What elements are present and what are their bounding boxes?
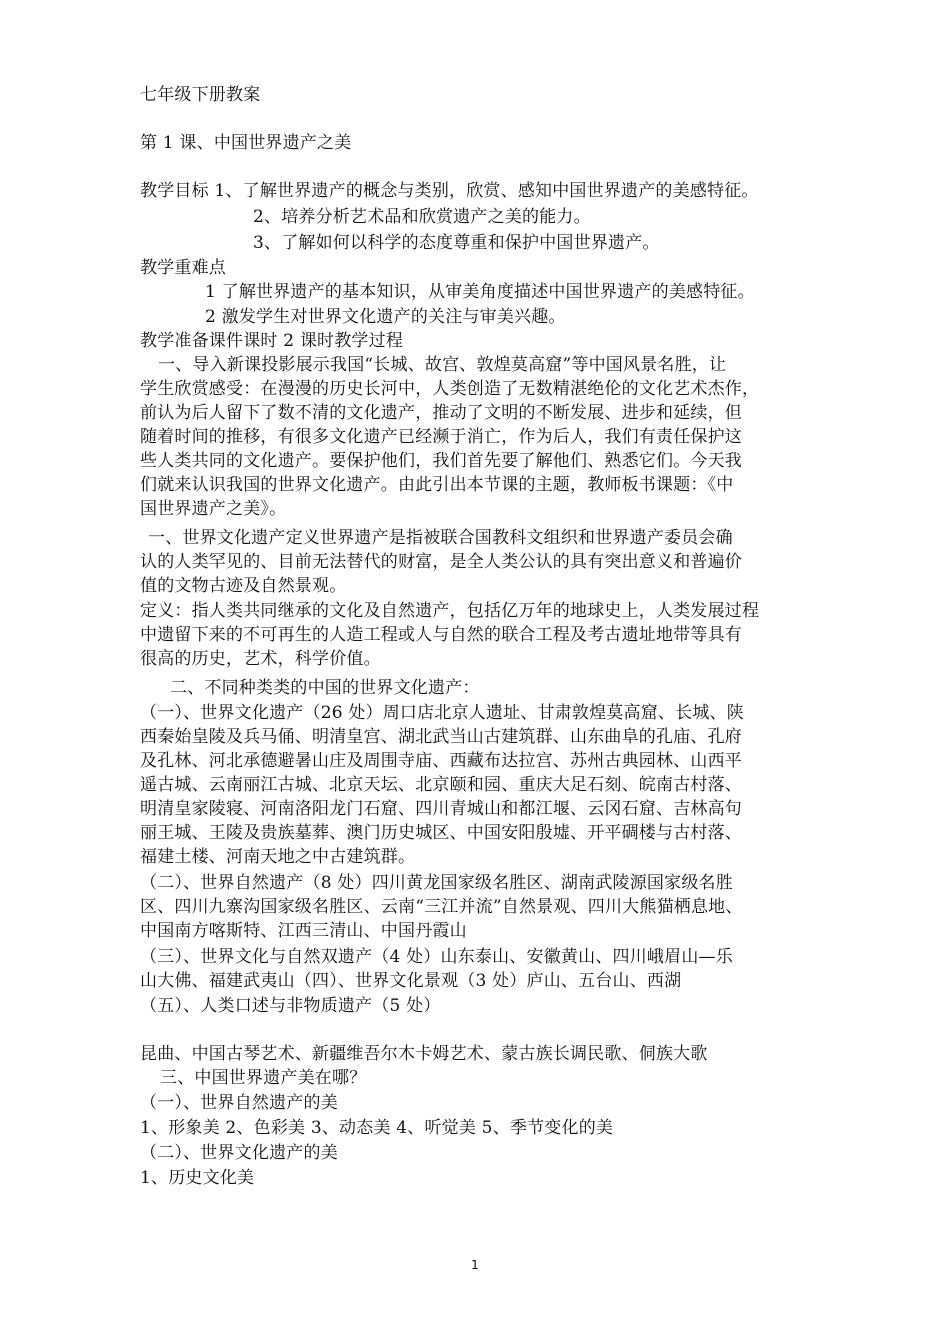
cultural-heritage-line: 福建土楼、河南天地之中古建筑群。 [140, 847, 416, 867]
cultural-heritage-line: （一）、世界文化遗产（26 处）周口店北京人遗址、甘肃敦煌莫高窟、长城、陕 [140, 703, 744, 723]
cultural-heritage-line: 丽王城、王陵及贵族墓葬、澳门历史城区、中国安阳殷墟、开平碉楼与古村落、 [140, 823, 742, 843]
natural-heritage-line: 区、四川九寨沟国家级名胜区、云南“三江并流”自然景观、四川大熊猫栖息地、 [140, 897, 743, 917]
cultural-beauty-heading: （二）、世界文化遗产的美 [140, 1143, 338, 1163]
intro-paragraph-line: 随着时间的推移，有很多文化遗产已经濒于消亡，作为后人，我们有责任保护这 [140, 427, 742, 447]
cultural-heritage-line: 遥古城、云南丽江古城、北京天坛、北京颐和园、重庆大足石刻、皖南古村落、 [140, 775, 742, 795]
natural-heritage-line: （二）、世界自然遗产（8 处）四川黄龙国家级名胜区、湖南武陵源国家级名胜 [140, 873, 733, 893]
objective-1: 教学目标 1、了解世界遗产的概念与类别，欣赏、感知中国世界遗产的美感特征。 [140, 181, 759, 201]
section-two-heading: 二、不同种类类的中国的世界文化遗产： [170, 678, 480, 698]
definition-paragraph-line: 认的人类罕见的、目前无法替代的财富，是全人类公认的具有突出意义和普遍价 [140, 552, 742, 572]
dual-heritage-line: 山大佛、福建武夷山（四）、世界文化景观（3 处）庐山、五台山、西湖 [140, 971, 682, 991]
definition-detail-line: 中遗留下来的不可再生的人造工程或人与自然的联合工程及考古遗址地带等具有 [140, 625, 742, 645]
definition-paragraph-line: 值的文物古迹及自然景观。 [140, 576, 347, 596]
definition-detail-line: 定义：指人类共同继承的文化及自然遗产，包括亿万年的地球史上，人类发展过程 [140, 601, 760, 621]
objective-2: 2、培养分析艺术品和欣赏遗产之美的能力。 [253, 207, 591, 227]
definition-paragraph-line: 一、世界文化遗产定义世界遗产是指被联合国教科文组织和世界遗产委员会确 [148, 528, 733, 548]
key-difficulty-heading: 教学重难点 [140, 258, 226, 278]
page-number: 1 [471, 1258, 479, 1272]
cultural-heritage-line: 明清皇家陵寝、河南洛阳龙门石窟、四川青城山和都江堰、云冈石窟、吉林高句 [140, 799, 742, 819]
dual-heritage-line: （三）、世界文化与自然双遗产（4 处）山东泰山、安徽黄山、四川峨眉山—乐 [140, 947, 733, 967]
intro-paragraph-line: 学生欣赏感受：在漫漫的历史长河中，人类创造了无数精湛绝伦的文化艺术杰作， [140, 379, 760, 399]
intro-paragraph-line: 前认为后人留下了数不清的文化遗产，推动了文明的不断发展、进步和延续，但 [140, 403, 742, 423]
natural-beauty-list: 1、形象美 2、色彩美 3、动态美 4、听觉美 5、季节变化的美 [140, 1118, 614, 1138]
natural-heritage-line: 中国南方喀斯特、江西三清山、中国丹霞山 [140, 921, 467, 941]
section-three-heading: 三、中国世界遗产美在哪？ [160, 1068, 367, 1088]
preparation-line: 教学准备课件课时 2 课时教学过程 [140, 331, 404, 351]
intro-paragraph-line: 国世界遗产之美》。 [140, 499, 287, 519]
key-point-2: 2 激发学生对世界文化遗产的关注与审美兴趣。 [205, 307, 566, 327]
intangible-list-line: 昆曲、中国古琴艺术、新疆维吾尔木卡姆艺术、蒙古族长调民歌、侗族大歌 [140, 1044, 708, 1064]
natural-beauty-heading: （一）、世界自然遗产的美 [140, 1093, 338, 1113]
intro-paragraph-line: 一、导入新课投影展示我国“长城、故宫、敦煌莫高窟”等中国风景名胜，让 [158, 355, 727, 375]
objective-3: 3、了解如何以科学的态度尊重和保护中国世界遗产。 [253, 233, 660, 253]
definition-detail-line: 很高的历史，艺术，科学价值。 [140, 649, 381, 669]
intro-paragraph-line: 们就来认识我国的世界文化遗产。由此引出本节课的主题，教师板书课题：《中 [140, 475, 734, 495]
cultural-beauty-item: 1、历史文化美 [140, 1168, 255, 1188]
lesson-title: 第 1 课、中国世界遗产之美 [140, 133, 352, 153]
cultural-heritage-line: 西秦始皇陵及兵马俑、明清皇宫、湖北武当山古建筑群、山东曲阜的孔庙、孔府 [140, 727, 742, 747]
doc-title: 七年级下册教案 [140, 85, 261, 105]
key-point-1: 1 了解世界遗产的基本知识，从审美角度描述中国世界遗产的美感特征。 [205, 282, 755, 302]
intangible-heritage-line: （五）、人类口述与非物质遗产（5 处） [140, 996, 441, 1016]
intro-paragraph-line: 些人类共同的文化遗产。要保护他们，我们首先要了解他们、熟悉它们。今天我 [140, 451, 742, 471]
cultural-heritage-line: 及孔林、河北承德避暑山庄及周围寺庙、西藏布达拉宫、苏州古典园林、山西平 [140, 751, 742, 771]
